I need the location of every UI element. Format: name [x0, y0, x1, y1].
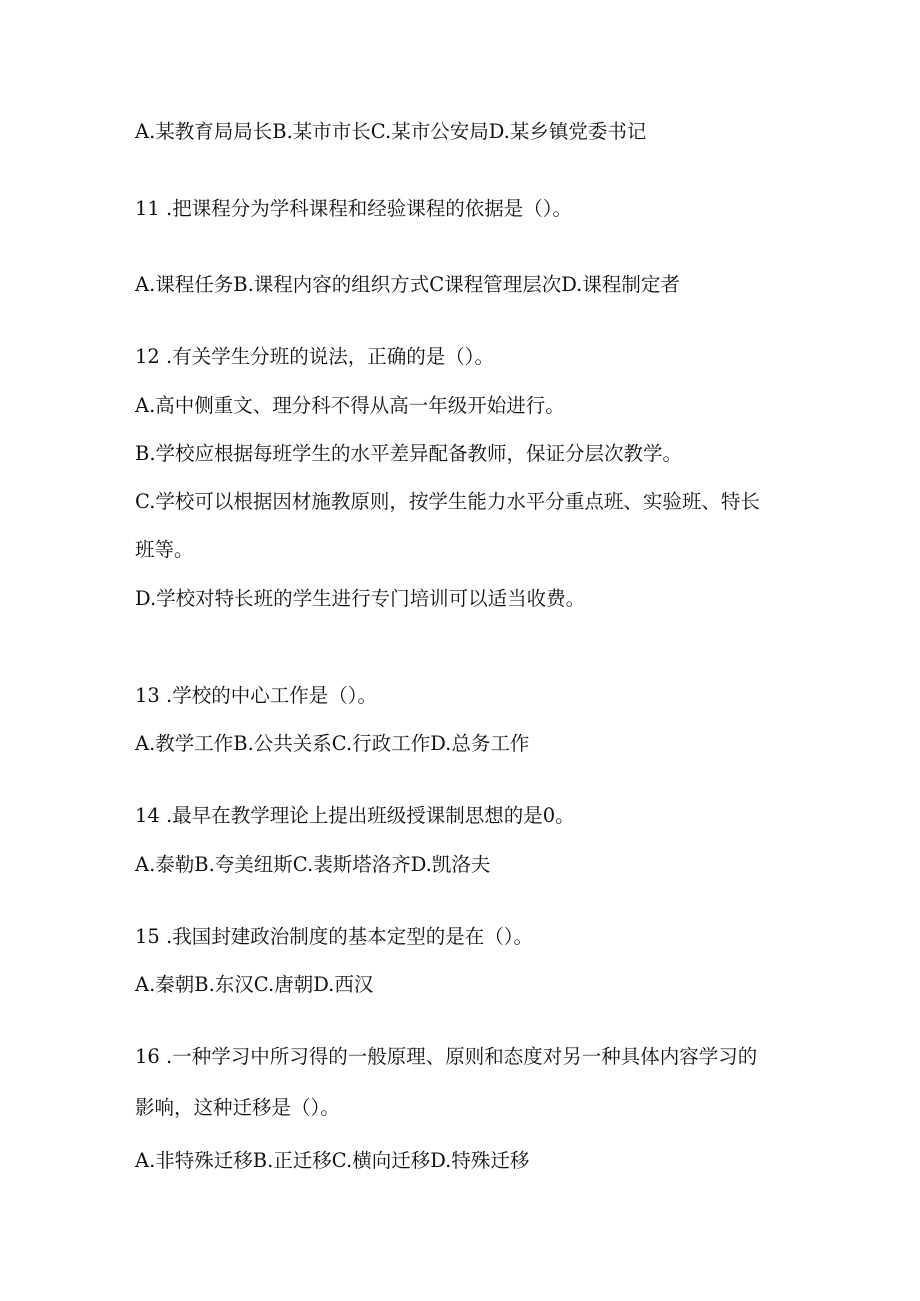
q14-question: 14 .最早在教学理论上提出班级授课制思想的是0。 — [135, 804, 575, 827]
q11-options: A.课程任务B.课程内容的组织方式C课程管理层次D.课程制定者 — [135, 273, 680, 296]
q16-question-cont: 影响，这种迁移是（）。 — [135, 1096, 340, 1119]
q14-options: A.泰勒B.夸美纽斯C.裴斯塔洛齐D.凯洛夫 — [135, 853, 491, 876]
q12-option-a: A.高中侧重文、理分科不得从高一年级开始进行。 — [135, 394, 565, 417]
q12-option-c-cont: 班等。 — [135, 538, 194, 561]
q12-option-b: B.学校应根据每班学生的水平差异配备教师，保证分层次教学。 — [135, 442, 683, 465]
q16-question: 16 .一种学习中所习得的一般原理、原则和态度对另一种具体内容学习的 — [135, 1045, 758, 1068]
q12-option-d: D.学校对特长班的学生进行专门培训可以适当收费。 — [135, 587, 586, 610]
q15-options: A.秦朝B.东汉C.唐朝D.西汉 — [135, 973, 374, 996]
q12-option-c: C.学校可以根据因材施教原则，按学生能力水平分重点班、实验班、特长 — [135, 490, 760, 513]
q16-options: A.非特殊迁移B.正迁移C.横向迁移D.特殊迁移 — [135, 1149, 530, 1172]
q12-question: 12 .有关学生分班的说法，正确的是（）。 — [135, 345, 494, 368]
q11-question: 11 .把课程分为学科课程和经验课程的依据是（）。 — [135, 197, 572, 220]
q13-question: 13 .学校的中心工作是（）。 — [135, 684, 377, 707]
q13-options: A.教学工作B.公共关系C.行政工作D.总务工作 — [135, 732, 530, 755]
q10-options: A.某教育局局长B.某市市长C.某市公安局D.某乡镇党委书记 — [135, 120, 647, 143]
q15-question: 15 .我国封建政治制度的基本定型的是在（）。 — [135, 925, 533, 948]
